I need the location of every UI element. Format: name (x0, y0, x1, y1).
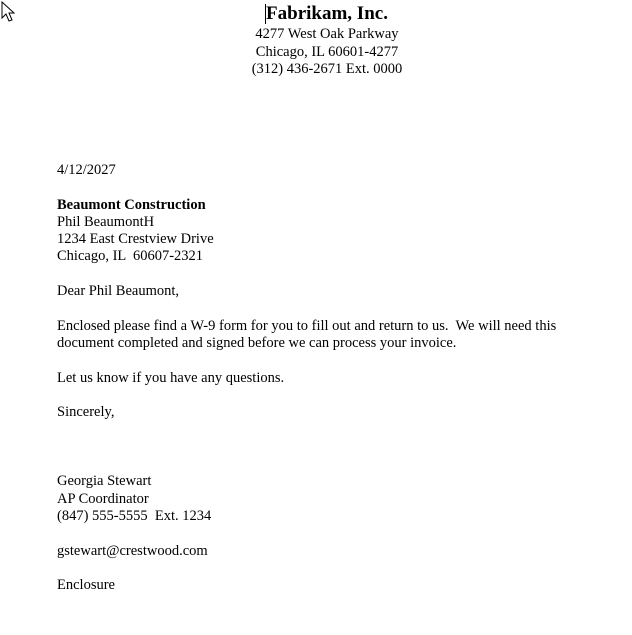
company-city: Chicago, IL 60601-4277 (255, 43, 399, 60)
paragraph-1-line-2: document completed and signed before we can process your invoice. (57, 334, 457, 351)
paragraph-1-line-1: Enclosed please find a W-9 form for you to fill out and return to us. We will need this (57, 317, 557, 334)
letter-body (57, 162, 617, 594)
recipient-company: Beaumont Construction (57, 196, 206, 213)
company-name: Fabrikam, Inc. (266, 3, 388, 24)
company-phone: (312) 436-2671 Ext. 0000 (251, 61, 403, 77)
signature-name: Georgia Stewart (57, 473, 152, 490)
text-caret (265, 4, 266, 24)
recipient-name: Phil BeaumontH (57, 213, 155, 230)
signature-email: gstewart@crestwood.com (57, 542, 208, 559)
signature-title: AP Coordinator (57, 490, 149, 507)
letter-date: 4/12/2027 (57, 162, 116, 178)
salutation: Dear Phil Beaumont, (57, 283, 180, 300)
letterhead (0, 2, 632, 79)
closing: Sincerely, (57, 404, 115, 421)
recipient-street: 1234 East Crestview Drive (57, 231, 214, 248)
paragraph-2: Let us know if you have any questions. (57, 369, 285, 386)
enclosure-note: Enclosure (57, 577, 115, 594)
recipient-city: Chicago, IL 60607-2321 (57, 248, 204, 265)
signature-phone: (847) 555-5555 Ext. 1234 (57, 507, 212, 524)
company-street: 4277 West Oak Parkway (255, 26, 399, 42)
